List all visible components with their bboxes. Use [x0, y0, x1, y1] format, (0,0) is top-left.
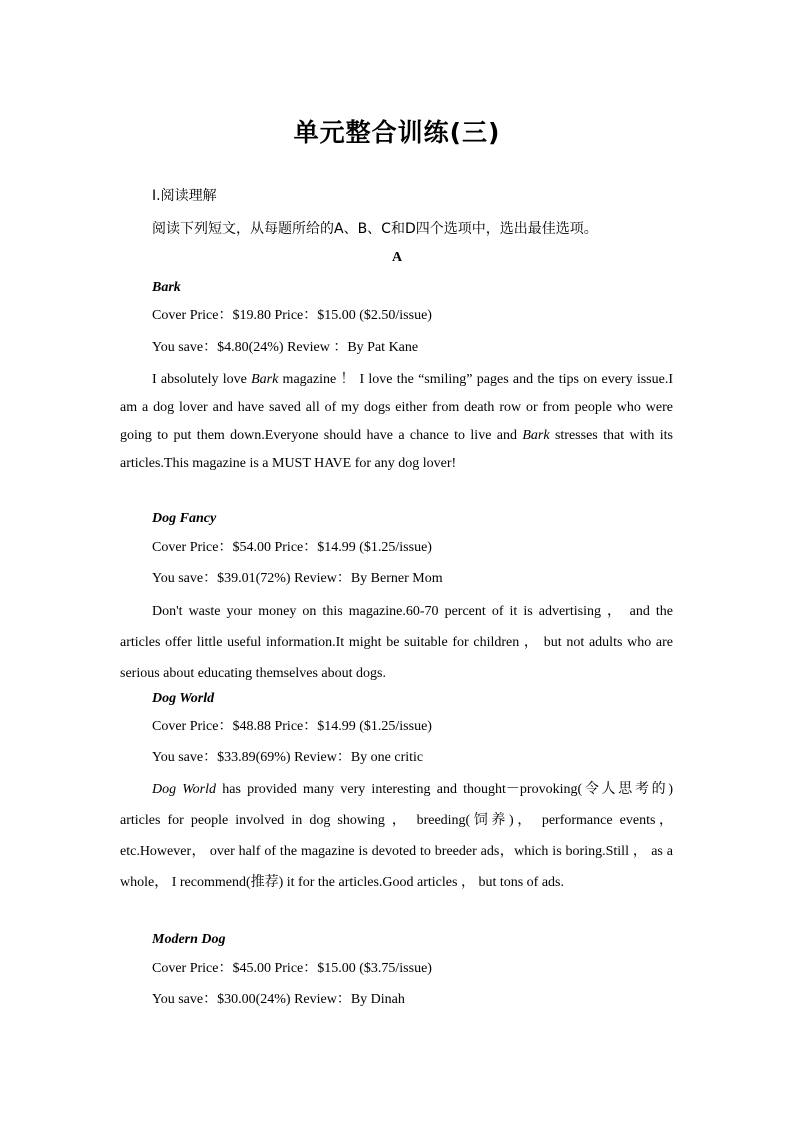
magazine-name-modern-dog: Modern Dog — [152, 932, 226, 947]
passage-letter: A — [391, 250, 403, 265]
review-dog-fancy: Don't waste your money on this magazine.60-70 percent of it is advertising ， and the articles offer little useful information.It might be suitable for children ， but not adults who are serious about educating themselves about dogs. — [120, 604, 673, 681]
price-line-bark: Cover Price：$19.80 Price：$15.00 ($2.50/issue) — [152, 308, 432, 323]
price-line-dog-world: Cover Price：$48.88 Price：$14.99 ($1.25/issue) — [152, 719, 432, 734]
price-line-dog-fancy: Cover Price：$54.00 Price：$14.99 ($1.25/issue) — [152, 540, 432, 555]
price-line-modern-dog: Cover Price：$45.00 Price：$15.00 ($3.75/issue) — [152, 961, 432, 976]
save-line-dog-fancy: You save：$39.01(72%) Review：By Berner Mom — [152, 571, 443, 586]
section-heading: Ⅰ.阅读理解 — [152, 188, 217, 204]
instructions: 阅读下列短文，从每题所给的A、B、C和D四个选项中，选出最佳选项。 — [152, 221, 598, 237]
review-bark: I absolutely love Bark magazine ！ I love the “smiling” pages and the tips on every issue.I am a dog lover and have saved all of my dogs either from death row or from people who were going to put them down.Everyone should have a chance to live and Bark stresses that with its articles.This magazine is a MUST HAVE for any dog lover! — [120, 372, 673, 471]
page-title: 单元整合训练(三) — [293, 118, 501, 147]
save-line-dog-world: You save：$33.89(69%) Review：By one critic — [152, 750, 424, 765]
magazine-name-dog-fancy: Dog Fancy — [152, 511, 217, 526]
save-line-bark: You save：$4.80(24%) Review ：By Pat Kane — [152, 340, 419, 355]
save-line-modern-dog: You save：$30.00(24%) Review：By Dinah — [152, 992, 405, 1007]
magazine-name-dog-world: Dog World — [152, 691, 215, 706]
magazine-name-bark: Bark — [152, 280, 181, 295]
review-dog-world: Dog World has provided many very interesting and thought－provoking(令人思考的) articles for people involved in dog showing ， breeding(饲养)， performance events，etc.However， over half of the magazine is devoted to breeder ads，which is boring.Still ， as a whole， I recommend(推荐) it for the articles.Good articles ， but tons of ads. — [120, 782, 674, 890]
